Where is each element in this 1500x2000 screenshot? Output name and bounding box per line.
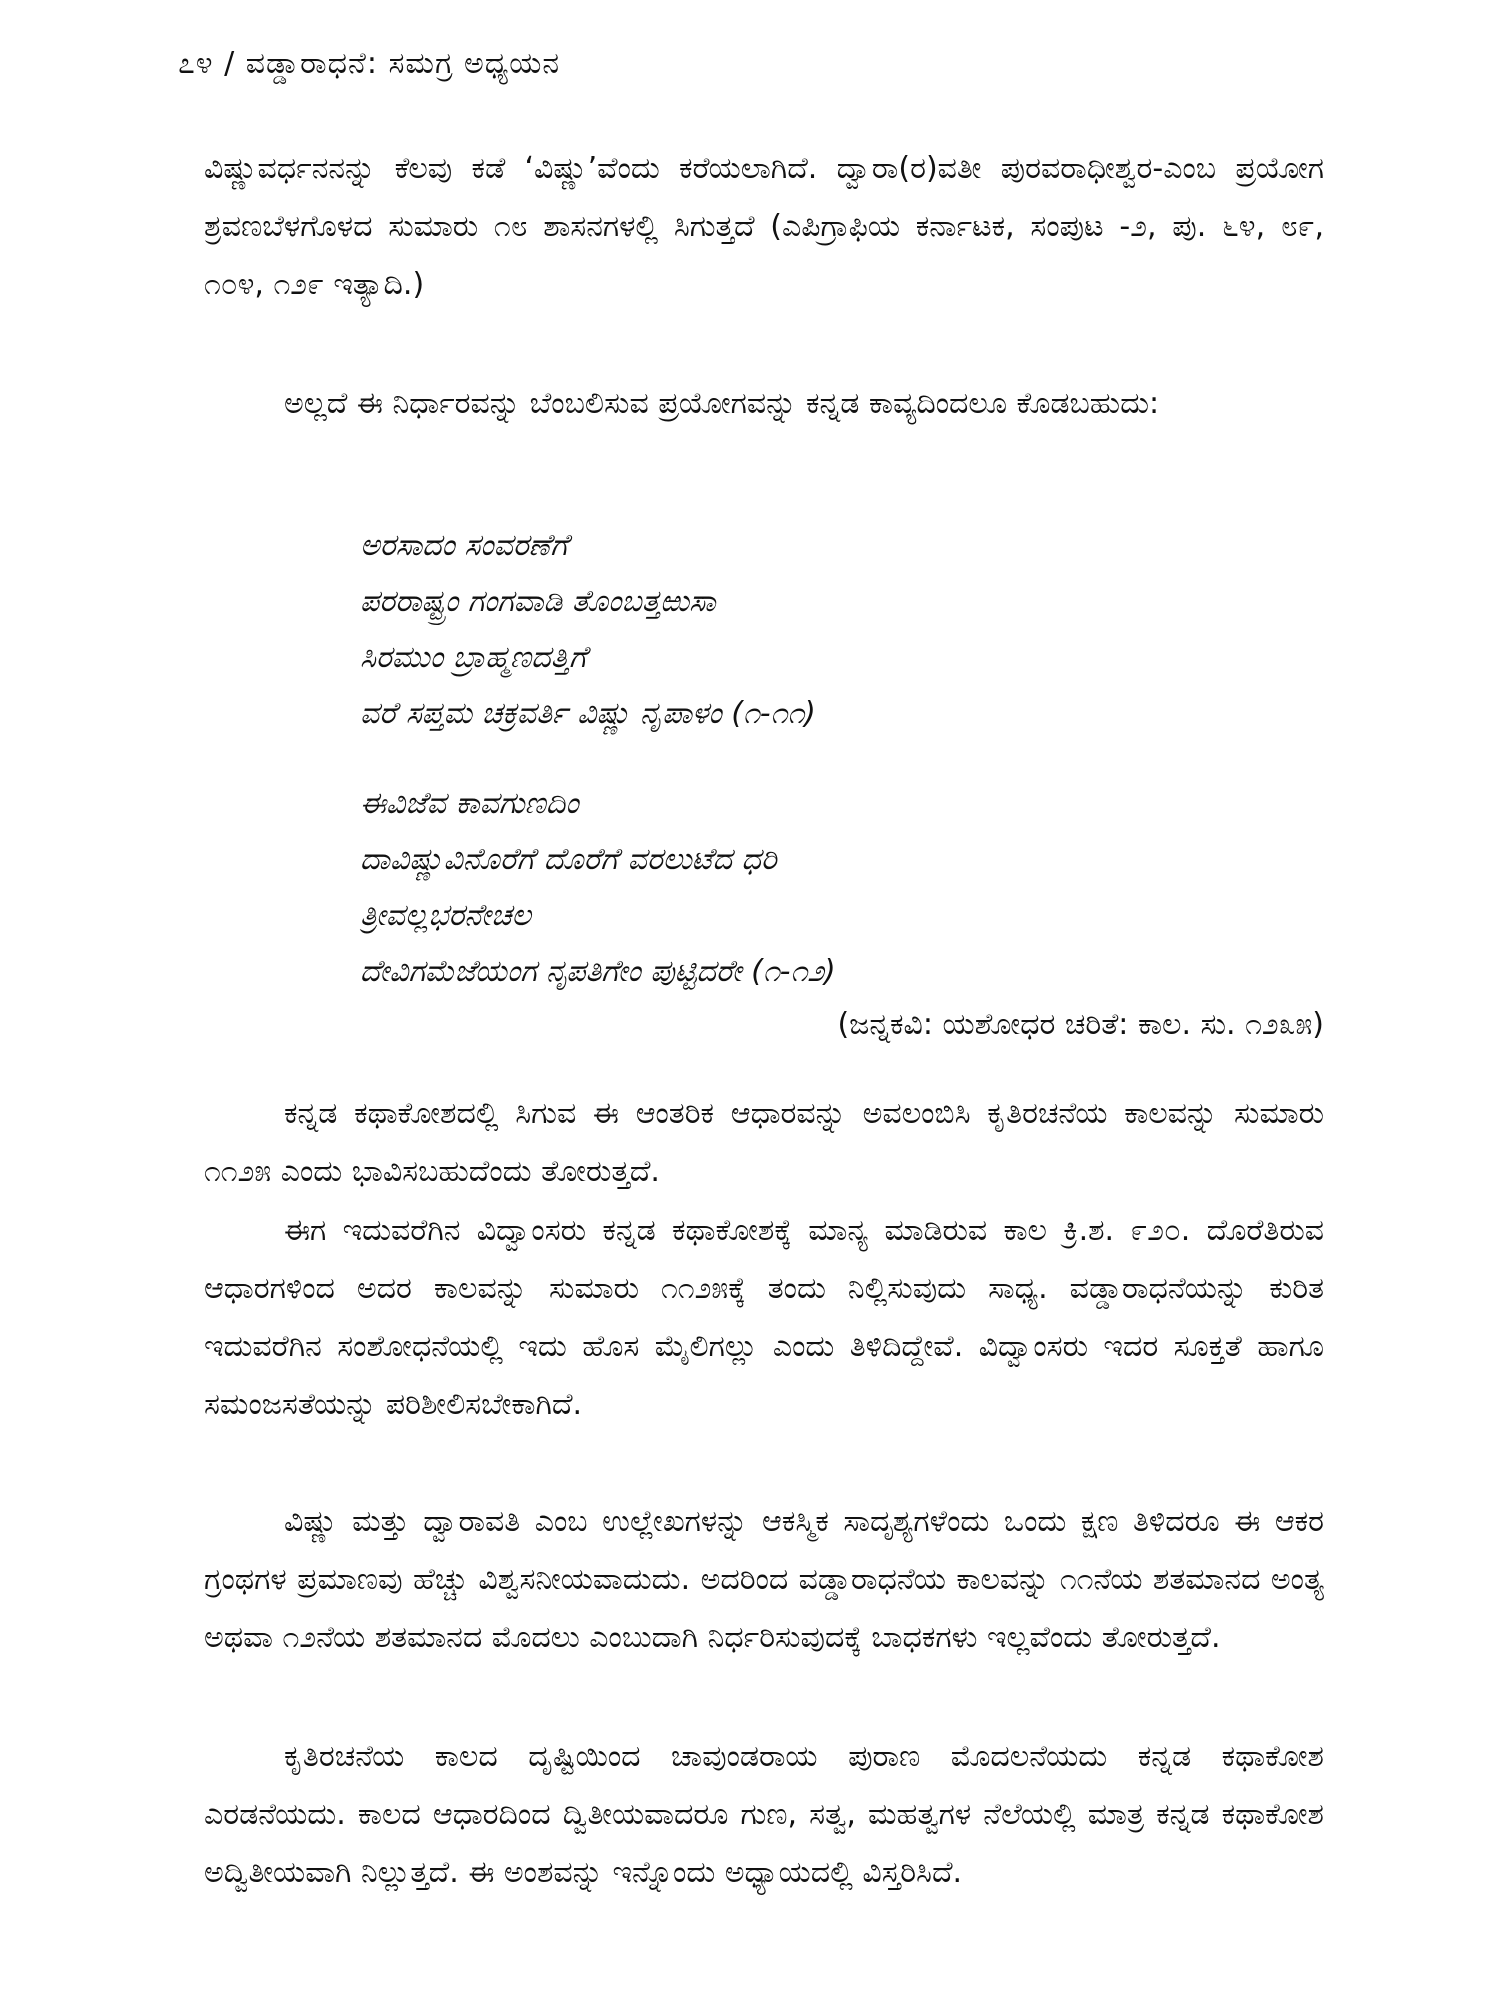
verse-line: ಈವಿಜೆವ ಕಾವಗುಣದಿಂ [360,786,579,821]
paragraph-vishnuvardhana: ವಿಷ್ಣುವರ್ಧನನನ್ನು ಕೆಲವು ಕಡೆ ‘ವಿಷ್ಣು’ವೆಂದು ಕರೆಯಲಾಗಿದೆ. ದ್ವಾರಾ(ರ)ವತೀ ಪುರವರಾಧೀಶ್ವರ-ಎಂಬ ಪ್ರಯೋಗ ಶ್ರವಣಬೆಳಗೊಳದ ಸುಮಾರು ೧೮ ಶಾಸನಗಳಲ್ಲಿ ಸಿಗುತ್ತದೆ (ಎಪಿಗ್ರಾಫಿಯ ಕರ್ನಾಟಕ, ಸಂಪುಟ -೨, ಪು. ೬೪, ೮೯, ೧೦೪, ೧೨೯ ಇತ್ಯಾದಿ.) [204,151,1324,302]
verse-line: ದಾವಿಷ್ಣುವಿನೊರೆಗೆ ದೊರೆಗೆ ವರಲುಟೆದ ಧರಿ [360,842,777,877]
verse-line: ತ್ರೀವಲ್ಲಭರನೇಚಲ [360,898,531,933]
verse-line: ಪರರಾಷ್ಟ್ರಂ ಗಂಗವಾಡಿ ತೊಂಬತ್ತಱುಸಾ [360,584,716,619]
verse-line: ಸಿರಮುಂ ಬ್ರಾಹ್ಮಣದತ್ತಿಗೆ [360,640,587,675]
verse-source-citation: (ಜನ್ನಕವಿ: ಯಶೋಧರ ಚರಿತೆ: ಕಾಲ. ಸು. ೧೨೩೫) [837,1007,1324,1042]
verse-block-1 [360,518,816,742]
paragraph-scholars: ಈಗ ಇದುವರೆಗಿನ ವಿದ್ವಾಂಸರು ಕನ್ನಡ ಕಥಾಕೋಶಕ್ಕೆ ಮಾನ್ಯ ಮಾಡಿರುವ ಕಾಲ ಕ್ರಿ.ಶ. ೯೨೦. ದೊರೆತಿರುವ ಆಧಾರಗಳಿಂದ ಅದರ ಕಾಲವನ್ನು ಸುಮಾರು ೧೧೨೫ಕ್ಕೆ ತಂದು ನಿಲ್ಲಿಸುವುದು ಸಾಧ್ಯ. ವಡ್ಡಾರಾಧನೆಯನ್ನು ಕುರಿತ ಇದುವರೆಗಿನ ಸಂಶೋಧನೆಯಲ್ಲಿ ಇದು ಹೊಸ ಮೈಲಿಗಲ್ಲು ಎಂದು ತಿಳಿದಿದ್ದೇವೆ. ವಿದ್ವಾಂಸರು ಇದರ ಸೂಕ್ತತೆ ಹಾಗೂ ಸಮಂಜಸತೆಯನ್ನು ಪರಿಶೀಲಿಸಬೇಕಾಗಿದೆ. [204,1213,1324,1422]
verse-line: ಅರಸಾದಂ ಸಂವರಣೆಗೆ [360,528,568,563]
paragraph-references: ವಿಷ್ಣು ಮತ್ತು ದ್ವಾರಾವತಿ ಎಂಬ ಉಲ್ಲೇಖಗಳನ್ನು ಆಕಸ್ಮಿಕ ಸಾದೃಶ್ಯಗಳೆಂದು ಒಂದು ಕ್ಷಣ ತಿಳಿದರೂ ಈ ಆಕರ ಗ್ರಂಥಗಳ ಪ್ರಮಾಣವು ಹೆಚ್ಚು ವಿಶ್ವಸನೀಯವಾದುದು. ಅದರಿಂದ ವಡ್ಡಾರಾಧನೆಯ ಕಾಲವನ್ನು ೧೧ನೆಯ ಶತಮಾನದ ಅಂತ್ಯ ಅಥವಾ ೧೨ನೆಯ ಶತಮಾನದ ಮೊದಲು ಎಂಬುದಾಗಿ ನಿರ್ಧರಿಸುವುದಕ್ಕೆ ಬಾಧಕಗಳು ಇಲ್ಲವೆಂದು ತೋರುತ್ತದೆ. [204,1504,1324,1655]
paragraph-dating: ಕನ್ನಡ ಕಥಾಕೋಶದಲ್ಲಿ ಸಿಗುವ ಈ ಆಂತರಿಕ ಆಧಾರವನ್ನು ಅವಲಂಬಿಸಿ ಕೃತಿರಚನೆಯ ಕಾಲವನ್ನು ಸುಮಾರು ೧೧೨೫ ಎಂದು ಭಾವಿಸಬಹುದೆಂದು ತೋರುತ್ತದೆ. [204,1096,1324,1189]
verse-line: ವರೆ ಸಪ್ತಮ ಚಕ್ರವರ್ತಿ ವಿಷ್ಣು ನೃಪಾಳಂ (೧-೧೧) [360,696,816,731]
paragraph-poetic-evidence: ಅಲ್ಲದೆ ಈ ನಿರ್ಧಾರವನ್ನು ಬೆಂಬಲಿಸುವ ಪ್ರಯೋಗವನ್ನು ಕನ್ನಡ ಕಾವ್ಯದಿಂದಲೂ ಕೊಡಬಹುದು: [284,386,1160,421]
paragraph-chronology: ಕೃತಿರಚನೆಯ ಕಾಲದ ದೃಷ್ಟಿಯಿಂದ ಚಾವುಂಡರಾಯ ಪುರಾಣ ಮೊದಲನೆಯದು ಕನ್ನಡ ಕಥಾಕೋಶ ಎರಡನೆಯದು. ಕಾಲದ ಆಧಾರದಿಂದ ದ್ವಿತೀಯವಾದರೂ ಗುಣ, ಸತ್ವ, ಮಹತ್ವಗಳ ನೆಲೆಯಲ್ಲಿ ಮಾತ್ರ ಕನ್ನಡ ಕಥಾಕೋಶ ಅದ್ವಿತೀಯವಾಗಿ ನಿಲ್ಲುತ್ತದೆ. ಈ ಅಂಶವನ್ನು ಇನ್ನೊಂದು ಅಧ್ಯಾಯದಲ್ಲಿ ವಿಸ್ತರಿಸಿದೆ. [204,1739,1324,1890]
verse-block-2 [360,776,836,1000]
verse-line: ದೇವಿಗಮೆಜೆಯಂಗ ನೃಪತಿಗೇಂ ಪುಟ್ಟಿದರೇ (೧-೧೨) [360,954,836,989]
running-head: ೭೪ / ವಡ್ಡಾರಾಧನೆ: ಸಮಗ್ರ ಅಧ್ಯಯನ [178,46,561,81]
